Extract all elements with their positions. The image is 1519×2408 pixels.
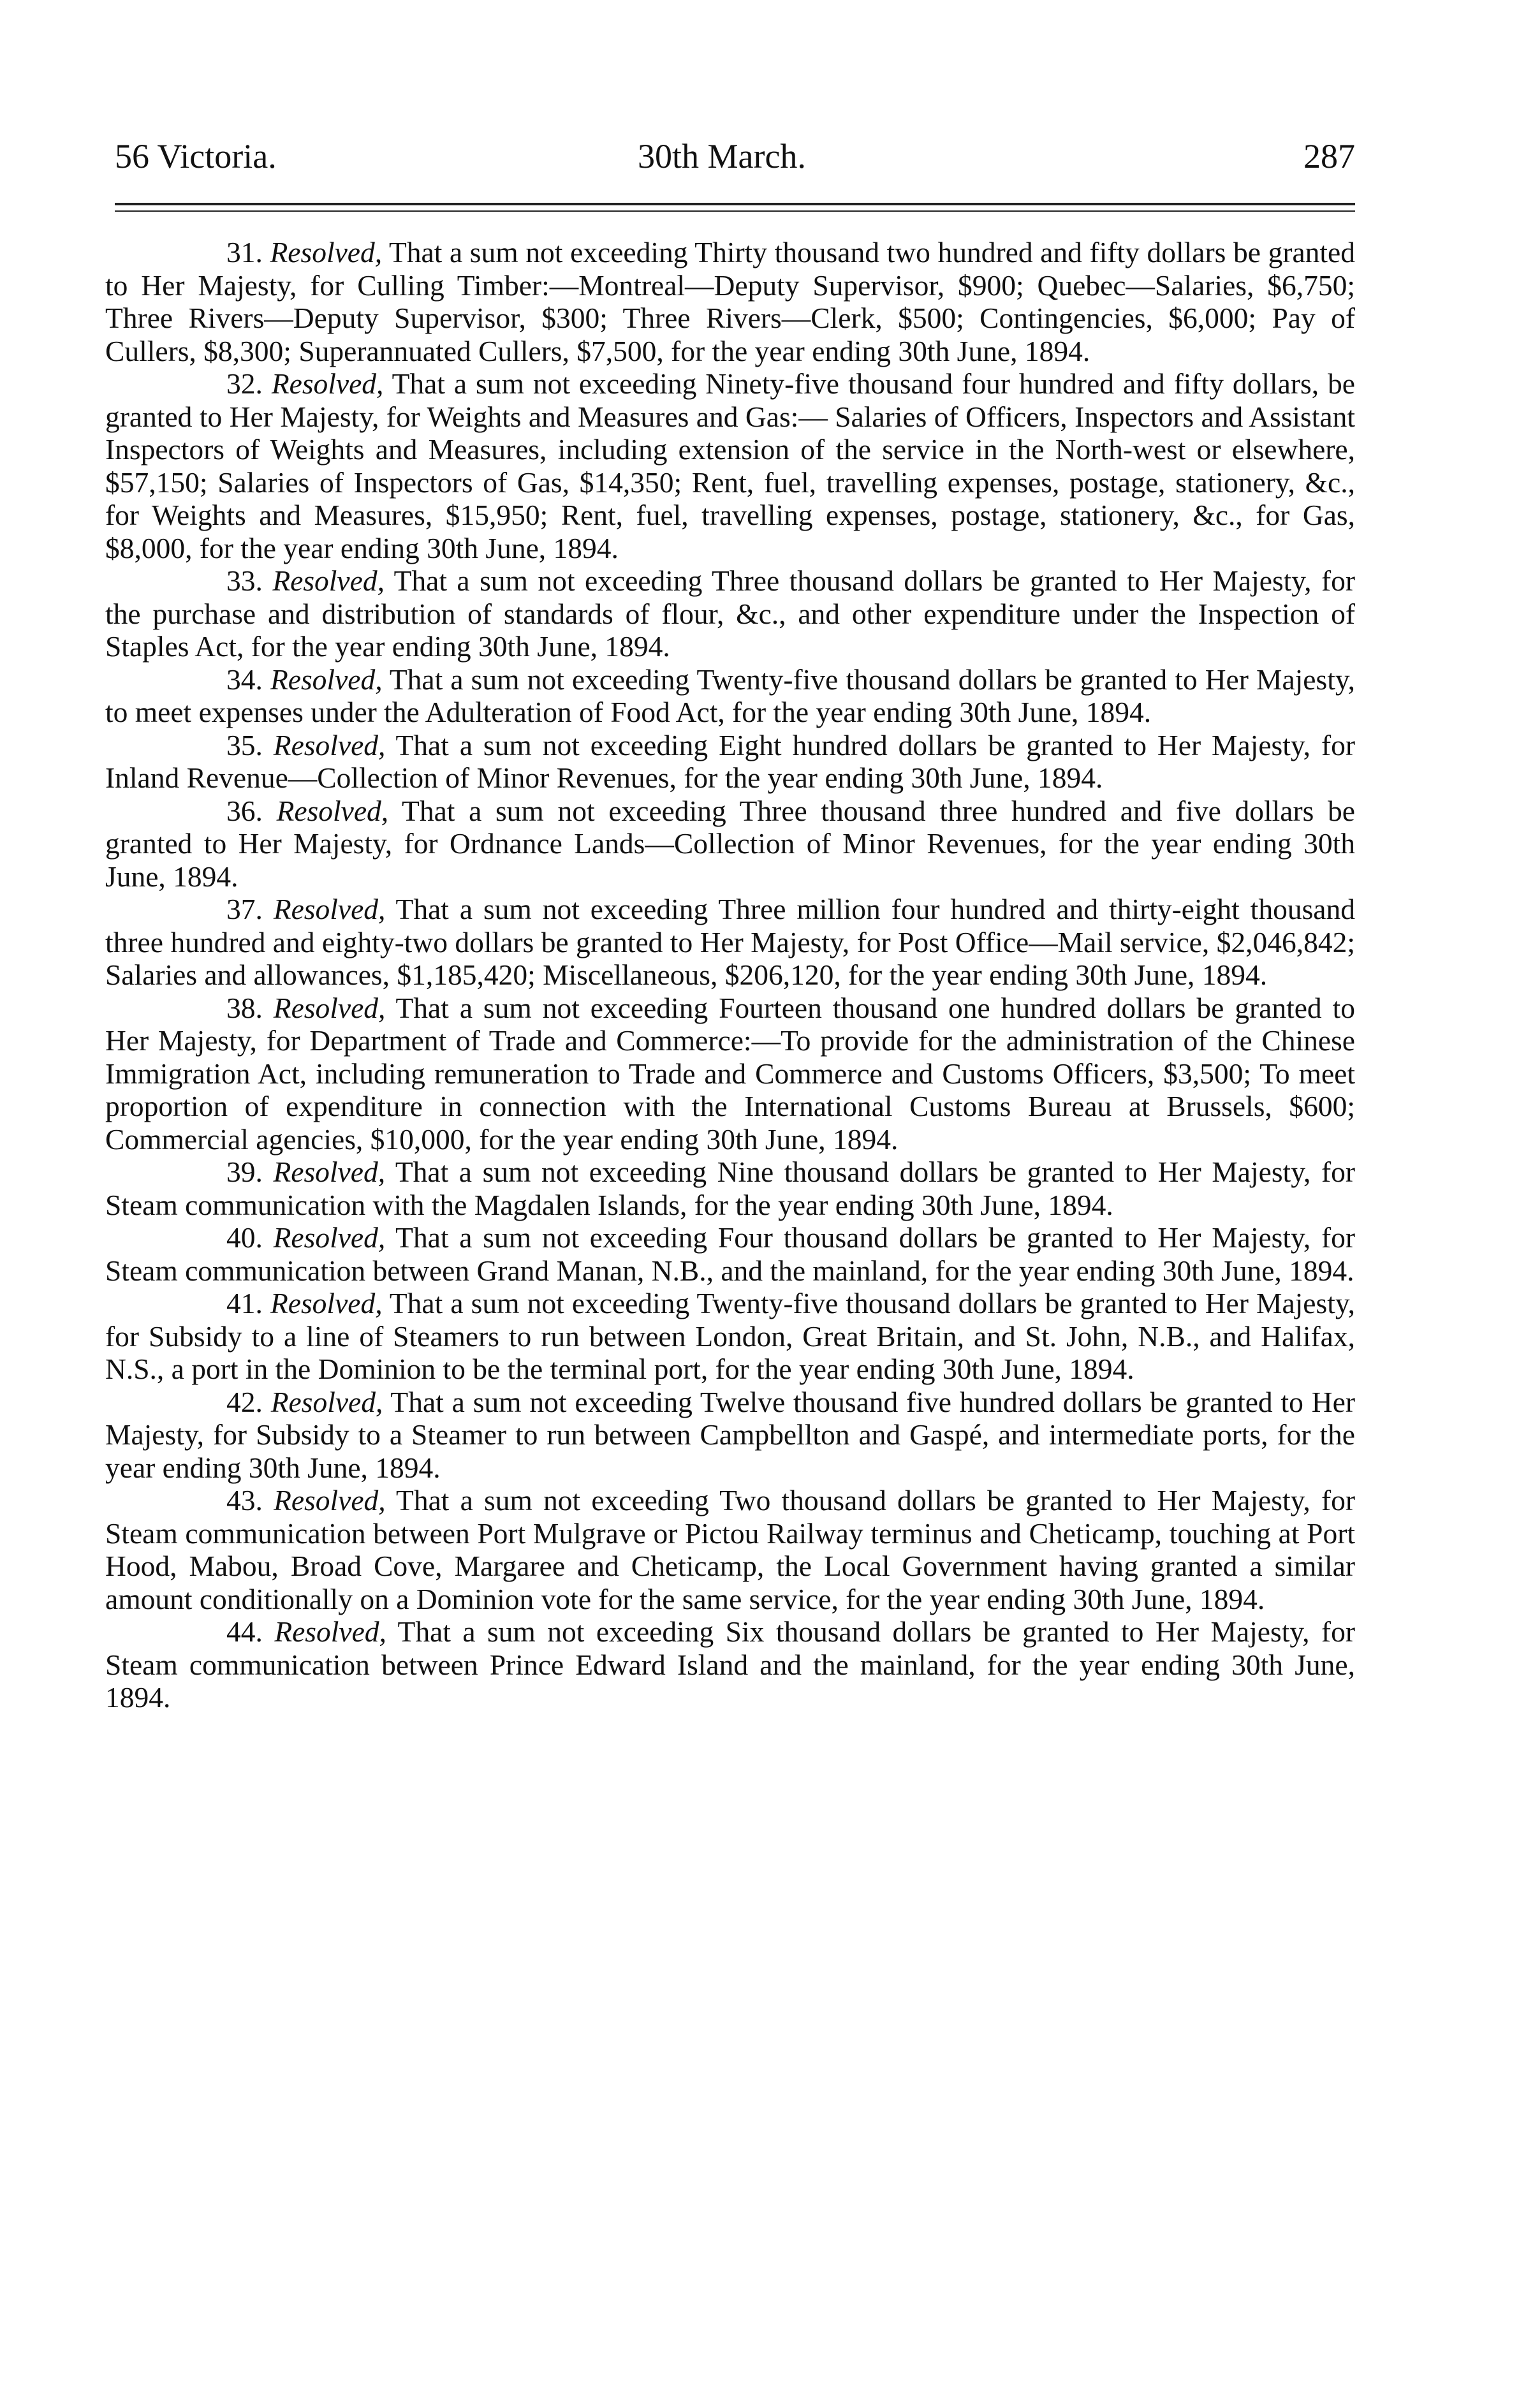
resolution-number: 42. (226, 1385, 263, 1418)
resolution-34 (105, 663, 1355, 729)
resolved-label: Resolved, (272, 564, 385, 597)
resolution-35 (105, 729, 1355, 795)
resolution-number: 36. (226, 794, 263, 827)
resolution-38 (105, 992, 1355, 1156)
resolution-text: That a sum not exceeding Ninety-five thousand four hundred and fifty dollars, be granted to Her Majesty, for Weights and Measures and Gas:— Salaries of Officers, Inspectors and Assistant Inspectors of Weights and Measures, including extension of the service in the North-west or elsewhere, $57,150; Salaries of Inspectors of Gas, $14,350; Rent, fuel, travelling expenses, postage, stationery, &c., for Weights and Measures, $15,950; Rent, fuel, travelling expenses, postage, stationery, &c., for Gas, $8,000, for the year ending 30th June, 1894. (105, 367, 1355, 564)
resolution-number: 38. (226, 991, 263, 1024)
resolution-number: 31. (226, 236, 263, 268)
resolution-text: That a sum not exceeding Twenty-five thousand dollars be granted to Her Majesty, to meet expenses under the Adulteration of Food Act, for the year ending 30th June, 1894. (105, 663, 1356, 728)
resolution-number: 39. (226, 1156, 263, 1188)
resolution-40 (105, 1221, 1355, 1287)
resolution-36 (105, 795, 1355, 893)
page-number: 287 (1303, 137, 1355, 175)
resolved-label: Resolved, (273, 893, 386, 925)
resolution-43 (105, 1484, 1355, 1615)
resolution-number: 41. (226, 1287, 263, 1319)
resolution-42 (105, 1386, 1355, 1485)
resolved-label: Resolved, (270, 663, 383, 696)
resolution-text: That a sum not exceeding Twelve thousand five hundred dollars be granted to Her Majesty, for Subsidy to a Steamer to run between Campbellton and Gaspé, and intermediate ports, for the year ending 30th June, 1894. (105, 1385, 1355, 1484)
resolution-number: 40. (226, 1221, 263, 1254)
resolved-label: Resolved, (274, 1484, 386, 1516)
resolution-text: That a sum not exceeding Three thousand dollars be granted to Her Majesty, for the purchase and distribution of standards of flour, &c., and other expenditure under the Inspection of Staples Act, for the year ending 30th June, 1894. (105, 564, 1355, 663)
header-rule (115, 203, 1355, 205)
resolution-text: That a sum not exceeding Two thousand dollars be granted to Her Majesty, for Steam communication between Port Mulgrave or Pictou Railway terminus and Cheticamp, touching at Port Hood, Mabou, Broad Cove, Margaree and Cheticamp, the Local Government having granted a similar amount conditionally on a Dominion vote for the same service, for the year ending 30th June, 1894. (105, 1484, 1355, 1615)
date-heading: 30th March. (638, 137, 806, 175)
resolution-number: 32. (226, 367, 263, 400)
resolved-label: Resolved, (273, 1221, 386, 1254)
resolution-32 (105, 367, 1355, 564)
resolution-text: That a sum not exceeding Thirty thousand two hundred and fifty dollars be granted to Her Majesty, for Culling Timber:—Montreal—Deputy Supervisor, $900; Quebec—Salaries, $6,750; Three Rivers—Deputy Supervisor, $300; Three Rivers—Clerk, $500; Contingencies, $6,000; Pay of Cullers, $8,300; Superannuated Cullers, $7,500, for the year ending 30th June, 1894. (105, 236, 1356, 367)
resolved-label: Resolved, (276, 794, 389, 827)
resolution-number: 37. (226, 893, 263, 925)
resolution-number: 35. (226, 728, 263, 761)
resolution-33 (105, 564, 1355, 663)
resolution-text: That a sum not exceeding Six thousand dollars be granted to Her Majesty, for Steam communication between Prince Edward Island and the mainland, for the year ending 30th June, 1894. (105, 1615, 1355, 1714)
resolved-label: Resolved, (271, 367, 384, 400)
resolution-39 (105, 1156, 1355, 1221)
resolutions-body (105, 236, 1355, 1714)
resolved-label: Resolved, (270, 1385, 383, 1418)
resolved-label: Resolved, (273, 728, 386, 761)
resolution-text: That a sum not exceeding Fourteen thousand one hundred dollars be granted to Her Majesty, for Department of Trade and Commerce:—To provide for the administration of the Chinese Immigration Act, including remuneration to Trade and Commerce and Customs Officers, $3,500; To meet proportion of expenditure in connection with the International Customs Bureau at Brussels, $600; Commercial agencies, $10,000, for the year ending 30th June, 1894. (105, 991, 1355, 1156)
resolved-label: Resolved, (270, 1287, 383, 1319)
resolution-text: That a sum not exceeding Nine thousand dollars be granted to Her Majesty, for Steam communication with the Magdalen Islands, for the year ending 30th June, 1894. (105, 1156, 1355, 1221)
resolution-number: 33. (226, 564, 263, 597)
resolved-label: Resolved, (273, 1156, 386, 1188)
resolution-number: 43. (226, 1484, 263, 1516)
resolution-text: That a sum not exceeding Four thousand dollars be granted to Her Majesty, for Steam communication between Grand Manan, N.B., and the mainland, for the year ending 30th June, 1894. (105, 1221, 1356, 1287)
page-header (115, 134, 1355, 179)
resolution-31 (105, 236, 1355, 367)
resolution-text: That a sum not exceeding Twenty-five thousand dollars be granted to Her Majesty, for Subsidy to a line of Steamers to run between London, Great Britain, and St. John, N.B., and Halifax, N.S., a port in the Dominion to be the terminal port, for the year ending 30th June, 1894. (105, 1287, 1356, 1385)
regnal-year: 56 Victoria. (115, 137, 277, 175)
resolution-text: That a sum not exceeding Three million four hundred and thirty-eight thousand three hundred and eighty-two dollars be granted to Her Majesty, for Post Office—Mail service, $2,046,842; Salaries and allowances, $1,185,420; Miscellaneous, $206,120, for the year ending 30th June, 1894. (105, 893, 1355, 991)
resolved-label: Resolved, (270, 236, 383, 268)
resolution-text: That a sum not exceeding Eight hundred dollars be granted to Her Majesty, for Inland Revenue—Collection of Minor Revenues, for the year ending 30th June, 1894. (105, 728, 1356, 794)
resolution-37 (105, 893, 1355, 992)
resolution-text: That a sum not exceeding Three thousand three hundred and five dollars be granted to Her Majesty, for Ordnance Lands—Collection of Minor Revenues, for the year ending 30th June, 1894. (105, 794, 1355, 893)
header-rule-thin (115, 210, 1355, 212)
resolution-44 (105, 1615, 1355, 1714)
resolved-label: Resolved, (273, 991, 386, 1024)
resolution-41 (105, 1287, 1355, 1386)
resolved-label: Resolved, (274, 1615, 386, 1648)
resolution-number: 34. (226, 663, 263, 696)
resolution-number: 44. (226, 1615, 263, 1648)
